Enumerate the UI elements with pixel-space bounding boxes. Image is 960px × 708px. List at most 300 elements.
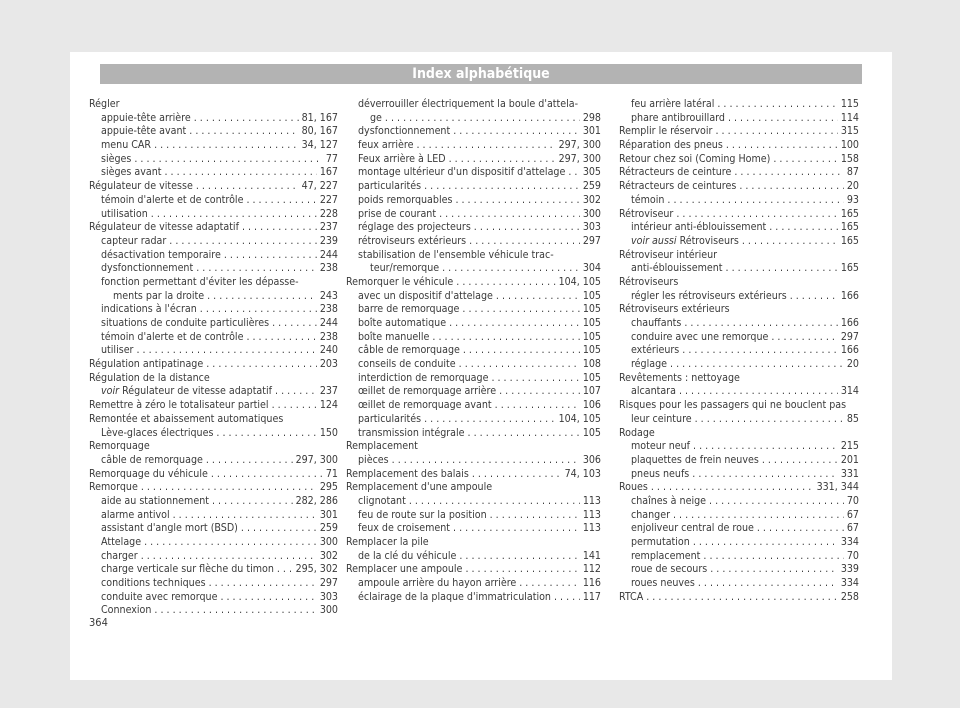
index-entry <box>89 180 338 194</box>
index-entry <box>89 112 338 126</box>
index-entry-label: câble de remorquage <box>101 453 203 466</box>
index-entry-label: conduite avec remorque <box>101 590 218 603</box>
index-entry <box>619 468 859 482</box>
index-entry-page: 115 <box>840 98 859 110</box>
index-entry-text <box>619 276 678 290</box>
index-entry-page: 20 <box>846 180 859 193</box>
index-entry-text <box>358 139 413 153</box>
index-entry <box>89 481 338 495</box>
index-entry-text <box>89 399 269 413</box>
index-entry-text <box>358 180 421 194</box>
index-entry <box>346 358 601 372</box>
index-entry-text <box>358 153 446 167</box>
index-entry-page: 105 <box>582 330 601 343</box>
index-entry-page: 305 <box>582 166 601 179</box>
index-entry <box>89 194 338 208</box>
index-entry-page: 297 <box>840 330 859 343</box>
index-entry-text <box>631 413 692 427</box>
leader-dots <box>424 180 580 194</box>
index-entry <box>89 509 338 523</box>
index-entry-label: Remorquer le véhicule <box>346 275 454 288</box>
section-header-bar <box>100 64 862 84</box>
index-entry-text <box>358 413 421 427</box>
index-entry-page: 334 <box>840 577 859 590</box>
index-entry-label: intérieur anti-éblouissement <box>631 221 767 234</box>
index-entry-page: 106 <box>582 399 601 412</box>
index-entry-text <box>631 454 759 468</box>
index-entry <box>619 153 859 167</box>
index-entry <box>89 208 338 222</box>
leader-dots <box>757 522 844 536</box>
index-entry-page: 297 <box>582 234 601 247</box>
index-entry-label: Roues <box>619 481 648 494</box>
index-entry-label: Remplacement d'une ampoule <box>346 481 493 494</box>
cross-reference-label: voir aussi <box>631 234 677 247</box>
index-entry <box>346 344 601 358</box>
index-entry-label: déverrouiller électriquement la boule d'attela- <box>358 98 579 110</box>
index-entry-text <box>101 563 274 577</box>
leader-dots <box>173 509 317 523</box>
index-entry-label: désactivation temporaire <box>101 248 221 261</box>
index-entry-label: Réparation des pneus <box>619 139 723 152</box>
leader-dots <box>209 577 317 591</box>
index-entry-label: clignotant <box>358 494 406 507</box>
index-entry-label: Rétroviseur intérieur <box>619 248 718 261</box>
leader-dots <box>459 550 579 564</box>
index-entry-page: 80, 167 <box>301 125 338 138</box>
index-entry-label: permutation <box>631 536 690 548</box>
index-entry-label: Remorque <box>89 481 138 494</box>
index-entry-label: témoin d'alerte et de contrôle <box>101 330 244 343</box>
leader-dots <box>568 166 579 180</box>
index-entry <box>346 290 601 304</box>
index-entry-text <box>89 372 210 386</box>
index-entry-text <box>358 427 465 441</box>
leader-dots <box>734 166 844 180</box>
index-entry-label: utilisation <box>101 207 148 220</box>
index-entry <box>619 591 859 605</box>
leader-dots <box>519 577 580 591</box>
index-entry-text <box>358 249 554 263</box>
leader-dots <box>459 358 580 372</box>
index-entry-text <box>631 358 667 372</box>
leader-dots <box>224 249 317 263</box>
index-entry-text <box>358 303 459 317</box>
leader-dots <box>409 495 580 509</box>
index-column-3 <box>619 98 859 604</box>
leader-dots <box>739 180 844 194</box>
index-entry <box>89 454 338 468</box>
index-entry-text <box>89 481 138 495</box>
index-entry-label: roues neuves <box>631 577 695 590</box>
index-entry-text <box>101 125 186 139</box>
index-entry-label: œillet de remorquage avant <box>358 399 492 412</box>
index-entry-label: Remplacement des balais <box>346 467 469 480</box>
leader-dots <box>472 468 562 482</box>
index-entry-page: 105 <box>582 289 601 302</box>
index-entry-page: 112 <box>582 563 601 576</box>
index-entry-label: capteur radar <box>101 234 167 247</box>
leader-dots <box>693 536 838 550</box>
index-entry-label: appuie-tête arrière <box>101 111 191 124</box>
index-entry <box>619 317 859 331</box>
leader-dots <box>275 385 317 399</box>
leader-dots <box>670 358 844 372</box>
index-entry-label: aide au stationnement <box>101 494 209 507</box>
index-entry-text <box>101 153 131 167</box>
leader-dots <box>499 385 580 399</box>
index-entry <box>346 153 601 167</box>
leader-dots <box>490 509 580 523</box>
index-entry-label: Remorquage <box>89 440 150 453</box>
index-entry-label: Rétroviseur <box>619 207 674 220</box>
index-entry-label: boîte manuelle <box>358 330 430 343</box>
index-entry <box>619 331 859 345</box>
index-entry-text <box>358 208 436 222</box>
index-entry <box>346 495 601 509</box>
index-entry-label: de la clé du véhicule <box>358 549 457 562</box>
index-entry-text <box>101 194 243 208</box>
index-entry-text <box>89 358 203 372</box>
leader-dots <box>453 125 580 139</box>
index-entry-label: Remplacement <box>346 440 418 453</box>
leader-dots <box>216 427 316 441</box>
index-entry-page: 105 <box>582 317 601 329</box>
index-entry-label: Rétroviseurs extérieurs <box>619 303 730 316</box>
index-entry-text <box>631 317 681 331</box>
index-entry <box>619 276 859 290</box>
leader-dots <box>442 262 580 276</box>
index-entry <box>619 139 859 153</box>
index-entry-page: 300 <box>319 536 338 548</box>
index-entry <box>89 262 338 276</box>
index-entry-page: 105 <box>582 303 601 316</box>
cross-reference-label: voir <box>101 385 120 398</box>
index-entry-page: 339 <box>840 563 859 576</box>
index-entry-text <box>101 385 272 399</box>
index-entry-label: Rétroviseurs <box>619 275 679 288</box>
index-entry-page: 108 <box>582 358 601 371</box>
index-entry-label: chaînes à neige <box>631 494 707 507</box>
leader-dots <box>742 235 838 249</box>
page-number: 364 <box>89 616 108 629</box>
index-entry <box>89 372 338 386</box>
index-column-1 <box>89 98 338 618</box>
index-entry-text <box>358 331 429 345</box>
index-entry-page: 113 <box>582 508 601 521</box>
index-entry <box>619 563 859 577</box>
index-entry-page: 67 <box>846 508 859 521</box>
index-entry-text <box>631 331 768 345</box>
leader-dots <box>246 331 316 345</box>
leader-dots <box>449 153 556 167</box>
leader-dots <box>676 208 837 222</box>
index-entry-label: poids remorquables <box>358 193 453 206</box>
index-entry-page: 166 <box>840 317 859 329</box>
index-entry-label: transmission intégrale <box>358 426 465 439</box>
index-entry <box>619 427 859 441</box>
index-entry-text <box>89 440 150 454</box>
index-entry-page: 104, 105 <box>558 275 601 288</box>
index-entry-text <box>101 427 213 441</box>
index-entry-page: 300 <box>319 604 338 617</box>
index-entry-label: régler les rétroviseurs extérieurs <box>631 289 787 302</box>
index-entry-label: dysfonctionnement <box>101 262 194 275</box>
index-entry-label: boîte automatique <box>358 317 447 329</box>
index-entry-label: extérieurs <box>631 344 680 357</box>
index-entry-page: 85 <box>846 412 859 425</box>
index-entry-text <box>619 399 846 413</box>
index-entry-label: conseils de conduite <box>358 358 456 371</box>
index-entry-text <box>101 550 138 564</box>
index-entry <box>346 563 601 577</box>
index-entry-page: 282, 286 <box>295 494 338 507</box>
index-entry-page: 243 <box>319 289 338 302</box>
index-entry-text <box>631 468 689 482</box>
index-entry-label: Lève-glaces électriques <box>101 426 214 439</box>
index-entry <box>89 468 338 482</box>
index-entry-page: 105 <box>582 344 601 357</box>
index-entry-label: Régler <box>89 98 120 110</box>
index-entry-text <box>358 317 446 331</box>
index-entry-page: 302 <box>582 193 601 206</box>
leader-dots <box>151 208 317 222</box>
index-entry-page: 150 <box>319 426 338 439</box>
index-entry <box>619 235 859 249</box>
index-entry <box>89 495 338 509</box>
index-entry-text <box>101 344 133 358</box>
index-entry-page: 165 <box>840 234 859 247</box>
index-entry-page: 20 <box>846 358 859 371</box>
index-entry-page: 117 <box>582 590 601 603</box>
leader-dots <box>439 208 580 222</box>
index-entry-label: feux arrière <box>358 139 414 152</box>
index-entry <box>89 139 338 153</box>
leader-dots <box>703 550 843 564</box>
index-entry <box>619 166 859 180</box>
index-entry <box>619 221 859 235</box>
index-entry <box>89 331 338 345</box>
index-entry-text <box>631 194 664 208</box>
leader-dots <box>207 290 317 304</box>
index-entry-label: alcantara <box>631 385 676 398</box>
index-entry <box>619 481 859 495</box>
index-entry-label: charger <box>101 549 138 562</box>
index-entry-text <box>346 276 453 290</box>
index-entry <box>346 399 601 413</box>
index-entry-page: 331, 344 <box>816 481 859 494</box>
leader-dots <box>495 399 580 413</box>
leader-dots <box>277 563 293 577</box>
index-entry <box>619 413 859 427</box>
index-entry-page: 113 <box>582 494 601 507</box>
index-entry-label: sièges avant <box>101 166 162 179</box>
index-entry-label: alarme antivol <box>101 508 170 521</box>
leader-dots <box>246 194 316 208</box>
leader-dots <box>679 385 838 399</box>
index-entry-text <box>358 577 516 591</box>
index-entry <box>89 399 338 413</box>
index-entry-text <box>89 413 283 427</box>
leader-dots <box>468 427 580 441</box>
leader-dots <box>242 221 317 235</box>
index-entry <box>89 303 338 317</box>
index-entry-page: 259 <box>582 180 601 193</box>
index-entry-label: fonction permettant d'éviter les dépasse- <box>101 275 299 288</box>
index-entry-text <box>358 344 460 358</box>
leader-dots <box>717 98 837 112</box>
index-entry-text <box>101 495 209 509</box>
index-entry-page: 105 <box>582 426 601 439</box>
index-entry-page: 315 <box>840 125 859 138</box>
leader-dots <box>206 358 317 372</box>
index-entry-text <box>101 303 197 317</box>
index-entry-text <box>101 139 151 153</box>
index-entry-text <box>619 125 712 139</box>
index-entry <box>346 372 601 386</box>
index-entry-page: 244 <box>319 248 338 261</box>
index-entry-label: Remplir le réservoir <box>619 125 713 138</box>
index-entry-text <box>101 522 238 536</box>
index-entry-text <box>358 235 466 249</box>
leader-dots <box>392 454 580 468</box>
leader-dots <box>424 413 555 427</box>
index-entry-label: anti-éblouissement <box>631 262 723 275</box>
leader-dots <box>554 591 580 605</box>
index-entry-label: rétroviseurs extérieurs <box>358 234 467 247</box>
index-entry-text <box>370 112 382 126</box>
index-entry-page: 141 <box>582 549 601 562</box>
index-entry-label: Attelage <box>101 536 142 548</box>
index-entry <box>619 303 859 317</box>
index-entry <box>346 454 601 468</box>
index-entry-page: 201 <box>840 453 859 466</box>
index-entry-page: 228 <box>319 207 338 220</box>
index-entry-page: 295 <box>319 481 338 494</box>
index-entry <box>619 372 859 386</box>
index-entry <box>619 358 859 372</box>
index-entry-page: 114 <box>840 111 859 124</box>
leader-dots <box>453 522 580 536</box>
index-entry-page: 167 <box>319 166 338 179</box>
index-entry <box>619 125 859 139</box>
index-entry-label: Rétroviseurs <box>679 234 739 247</box>
index-entry <box>346 577 601 591</box>
leader-dots <box>196 262 317 276</box>
index-entry <box>89 221 338 235</box>
index-entry-label: leur ceinture <box>631 412 692 425</box>
index-entry-label: Remplacer une ampoule <box>346 563 463 576</box>
index-entry-text <box>619 166 731 180</box>
leader-dots <box>134 153 323 167</box>
index-entry-text <box>619 208 673 222</box>
index-entry-text <box>346 563 462 577</box>
index-entry-page: 302 <box>319 549 338 562</box>
index-entry-page: 74, 103 <box>564 467 601 480</box>
index-entry-label: plaquettes de frein neuves <box>631 453 759 466</box>
leader-dots <box>272 399 317 413</box>
index-entry <box>619 509 859 523</box>
index-entry-label: feu arrière latéral <box>631 98 715 110</box>
leader-dots <box>463 344 580 358</box>
leader-dots <box>196 180 299 194</box>
index-entry-page: 303 <box>319 590 338 603</box>
index-entry-label: Remplacer la pile <box>346 536 429 548</box>
index-entry-label: feu de route sur la position <box>358 508 487 521</box>
index-entry-page: 227 <box>319 193 338 206</box>
index-entry-page: 71 <box>325 467 338 480</box>
index-entry-label: pièces <box>358 453 389 466</box>
index-entry-label: roue de secours <box>631 563 708 576</box>
leader-dots <box>762 454 838 468</box>
index-entry <box>346 468 601 482</box>
index-entry-text <box>101 235 166 249</box>
index-entry-label: conduire avec une remorque <box>631 330 769 343</box>
index-entry-page: 166 <box>840 344 859 357</box>
index-entry-text <box>358 385 496 399</box>
index-entry <box>619 399 859 413</box>
index-entry-text <box>101 591 217 605</box>
leader-dots <box>698 577 838 591</box>
index-entry-page: 295, 302 <box>295 563 338 576</box>
index-entry-page: 215 <box>840 440 859 453</box>
index-entry-page: 306 <box>582 453 601 466</box>
leader-dots <box>469 235 580 249</box>
index-entry-text <box>631 221 766 235</box>
index-entry-text <box>358 509 487 523</box>
index-entry-page: 300 <box>582 207 601 220</box>
index-entry-label: pneus neufs <box>631 467 690 480</box>
index-entry-label: avec un dispositif d'attelage <box>358 289 493 302</box>
index-entry <box>346 385 601 399</box>
index-entry-page: 70 <box>846 549 859 562</box>
index-entry-text <box>358 194 452 208</box>
index-entry-label: Régulateur de vitesse <box>89 180 193 193</box>
leader-dots <box>496 290 580 304</box>
leader-dots <box>154 139 299 153</box>
index-entry-label: feux de croisement <box>358 522 451 535</box>
index-entry-label: Risques pour les passagers qui ne bouclent pas <box>619 399 847 412</box>
index-entry-text <box>101 276 299 290</box>
index-entry <box>89 427 338 441</box>
index-entry-text <box>346 481 492 495</box>
index-entry-page: 116 <box>582 577 601 590</box>
index-entry-label: particularités <box>358 180 422 193</box>
index-entry-text <box>631 550 700 564</box>
index-entry-text <box>631 577 695 591</box>
index-entry-page: 331 <box>840 467 859 480</box>
index-entry <box>89 604 338 618</box>
index-entry-page: 70 <box>846 494 859 507</box>
leader-dots <box>241 522 317 536</box>
index-entry-text <box>370 262 439 276</box>
index-entry <box>89 153 338 167</box>
index-entry <box>619 208 859 222</box>
leader-dots <box>136 344 316 358</box>
index-entry-page: 47, 227 <box>301 180 338 193</box>
index-entry-label: Rétracteurs de ceintures <box>619 180 737 193</box>
index-entry-label: éclairage de la plaque d'immatriculation <box>358 590 551 603</box>
index-entry-page: 301 <box>582 125 601 138</box>
index-entry-label: Feux arrière à LED <box>358 152 446 165</box>
index-entry-page: 244 <box>319 317 338 329</box>
index-entry-page: 105 <box>582 371 601 384</box>
index-entry-text <box>619 372 740 386</box>
index-entry-text <box>346 440 418 454</box>
index-entry-text <box>101 454 203 468</box>
index-column-2 <box>346 98 601 604</box>
index-entry-text <box>631 536 690 550</box>
